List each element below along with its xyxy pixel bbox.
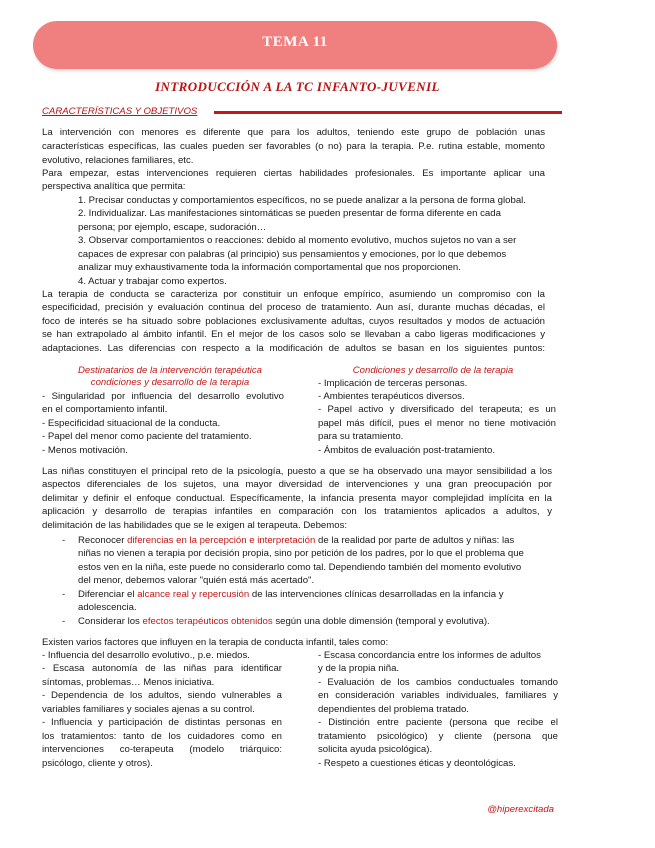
factor-right-line: tratamiento psicológico) y cliente (persona que: [318, 731, 558, 742]
left-column-caption: condiciones y desarrollo de la terapia: [90, 377, 250, 388]
factor-left-line: psicólogo, cliente y otros).: [42, 758, 153, 769]
factor-left-line: los tratamientos: tanto de los cuidadores como en: [42, 731, 282, 742]
left-column-item: - Menos motivación.: [42, 445, 128, 456]
dash-bullet: -: [62, 589, 66, 600]
numbered-item: 4. Actuar y trabajar como expertos.: [78, 276, 227, 287]
paragraph-line: se han extrapolado al ámbito infantil. En el mejor de los casos solo se llevaban a cabo ligeras modificaciones y: [42, 329, 545, 340]
dash-bullet: -: [62, 616, 66, 627]
factor-left-line: intervenciones co-terapeuta (modelo triárquico:: [42, 744, 282, 755]
paragraph-line: aplicación y desarrollo de terapias infantiles en comparación con los tratamientos aplicados a adultos, y: [42, 506, 552, 517]
right-column-item: papel más difícil, pues el menor no tiene motivación: [318, 418, 556, 429]
highlight-text: efectos terapéuticos obtenidos: [142, 616, 273, 627]
paragraph-line: perspectiva analítica que permita:: [42, 181, 186, 192]
factor-right-line: dependientes del problema tratado.: [318, 704, 469, 715]
topic-header-pill: [33, 21, 557, 69]
right-column-item: - Ambientes terapéuticos diversos.: [318, 391, 465, 402]
paragraph-line: adaptaciones. Las diferencias con respecto a la modificación de adultos se basan en los siguientes puntos:: [42, 343, 545, 354]
section-header: [42, 105, 562, 119]
factor-right-line: en consideración variables individuales, familiares y: [318, 690, 558, 701]
factor-left-line: variables familiares y sociales ajenas a su control.: [42, 704, 255, 715]
paragraph-line: foco de interés se ha situado sobre poblaciones exclusivamente adultas, cuyos resultados y modos de actuación: [42, 316, 545, 327]
paragraph-line: Las niñas constituyen el principal reto de la psicología, puesto a que se ha observado una mayor sensibilidad a los: [42, 466, 552, 477]
right-column-item: - Implicación de terceras personas.: [318, 378, 468, 389]
factor-right-line: - Escasa concordancia entre los informes de adultos: [318, 650, 541, 661]
left-column-item: - Especificidad situacional de la conducta.: [42, 418, 221, 429]
dash-item-3: Considerar los efectos terapéuticos obtenidos según una doble dimensión (temporal y evolutiva).: [78, 616, 490, 627]
left-column-item: en el comportamiento infantil.: [42, 404, 168, 415]
factor-left-line: - Influencia del desarrollo evolutivo., p.e. miedos.: [42, 650, 250, 661]
dash-item-1: Reconocer diferencias en la percepción e interpretación de la realidad por parte de adultos y niñas: las: [78, 535, 515, 546]
paragraph-line: especificidad, precisión y evaluación continua del proceso de tratamiento. Aun así, durante muchas décadas, el: [42, 302, 545, 313]
right-column-item: para su tratamiento.: [318, 431, 404, 442]
paragraph-line: delimitación de las habilidades que se le exigen al terapeuta. Debemos:: [42, 520, 348, 531]
numbered-item: analizar muy exhaustivamente toda la información comportamental que nos proporcionen.: [78, 262, 461, 273]
factors-intro: Existen varios factores que influyen en la terapia de conducta infantil, tales como:: [42, 637, 389, 648]
factor-left-line: - Dependencia de los adultos, siendo vulnerables a: [42, 690, 282, 701]
right-column-item: - Papel activo y diversificado del terapeuta; es un: [318, 404, 556, 415]
numbered-item: persona; por ejemplo, escape, sudoración…: [78, 222, 267, 233]
dash-bullet: -: [62, 535, 66, 546]
paragraph-line: La intervención con menores es diferente que para los adultos, teniendo este grupo de población unas: [42, 127, 545, 138]
author-handle: @hiperexcitada: [487, 804, 554, 815]
paragraph-line: delimitar y definir el enfoque conductual. Específicamente, la infancia presenta mayor complejidad implícita en la: [42, 493, 552, 504]
paragraph-line: Para empezar, estas intervenciones requieren ciertas habilidades profesionales. Es importante aplicar una: [42, 168, 545, 179]
paragraph-line: evolutivo, relaciones familiares, etc.: [42, 155, 194, 166]
left-column-item: - Papel del menor como paciente del tratamiento.: [42, 431, 252, 442]
section-divider: [214, 111, 562, 114]
highlight-text: alcance real y repercusión: [137, 589, 250, 600]
page-title: INTRODUCCIÓN A LA TC INFANTO-JUVENIL: [155, 79, 440, 94]
factor-right-line: - Evaluación de los cambios conductuales tomando: [318, 677, 558, 688]
factor-left-line: síntomas, problemas… Menos iniciativa.: [42, 677, 215, 688]
paragraph-line: aspectos diferenciales de los sujetos, una mayor diversidad de intervenciones y una gran preocupación por: [42, 479, 552, 490]
dash-item-1-cont: del menor, debemos valorar "quién está más acertado".: [78, 575, 315, 586]
dash-item-1-cont: niñas no vienen a terapia por decisión propia, sino por petición de los padres, por lo que el problema que: [78, 548, 524, 559]
factor-right-line: solicita ayuda psicológica).: [318, 744, 433, 755]
left-column-caption: Destinatarios de la intervención terapéutica: [78, 365, 262, 376]
dash-item-2: Diferenciar el alcance real y repercusión de las intervenciones clínicas desarrolladas en la infancia y: [78, 589, 504, 600]
factor-left-line: - Influencia y participación de distintas personas en: [42, 717, 282, 728]
section-label: CARACTERÍSTICAS Y OBJETIVOS: [42, 106, 198, 117]
numbered-item: 2. Individualizar. Las manifestaciones sintomáticas se pueden presentar de forma diferente en cada: [78, 208, 501, 219]
dash-item-1-cont: estos ven en la niña, este puede no considerarlo como tal. Dependiendo también del momento evolutivo: [78, 562, 522, 573]
right-column-item: - Ámbitos de evaluación post-tratamiento.: [318, 445, 496, 456]
right-column-caption: Condiciones y desarrollo de la terapia: [352, 365, 514, 376]
numbered-item: 3. Observar comportamientos o reacciones: debido al momento evolutivo, muchos sujetos no van a ser: [78, 235, 517, 246]
numbered-item: capaces de expresar con palabras (al principio) sus pensamientos y emociones, por lo que debemos: [78, 249, 507, 260]
factor-right-line: - Distinción entre paciente (persona que recibe el: [318, 717, 558, 728]
topic-number: TEMA 11: [262, 34, 328, 50]
factor-right-line: - Respeto a cuestiones éticas y deontológicas.: [318, 758, 516, 769]
left-column-item: - Singularidad por influencia del desarrollo evolutivo: [42, 391, 284, 402]
paragraph-line: La terapia de conducta se caracteriza por constituir un enfoque empírico, asumiendo un compromiso con la: [42, 289, 545, 300]
highlight-text: diferencias en la percepción e interpretación: [127, 535, 316, 546]
factor-left-line: - Escasa autonomía de las niñas para identificar: [42, 663, 282, 674]
dash-item-2-cont: adolescencia.: [78, 602, 137, 613]
factor-right-line: y de la propia niña.: [318, 663, 400, 674]
numbered-item: 1. Precisar conductas y comportamientos específicos, no se puede analizar a la persona de forma global.: [78, 195, 526, 206]
paragraph-line: características específicas, las cuales pueden ser favorables (o no) para la terapia. P.e. rutina estable, momento: [42, 141, 545, 152]
